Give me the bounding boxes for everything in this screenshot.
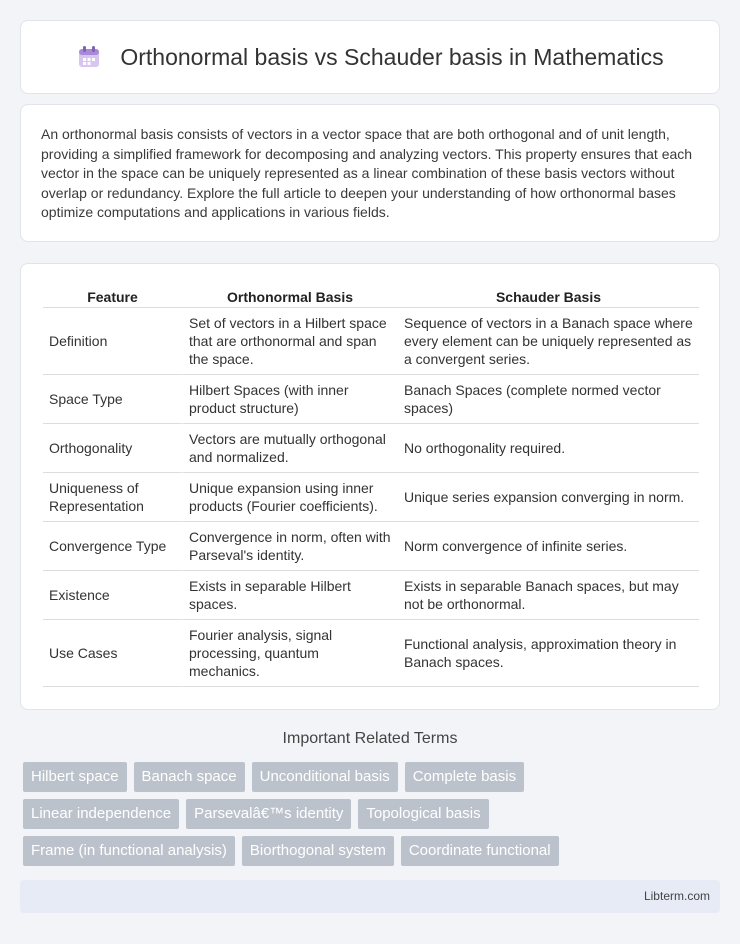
table-cell: Hilbert Spaces (with inner product structure) — [182, 375, 398, 424]
tag-topological-basis[interactable]: Topological basis — [358, 799, 488, 829]
related-terms-list — [23, 762, 723, 873]
header-orthonormal: Orthonormal Basis — [182, 284, 398, 308]
tag-parsevals-identity[interactable]: Parsevalâ€™s identity — [186, 799, 351, 829]
tag-hilbert-space[interactable]: Hilbert space — [23, 762, 127, 792]
table-cell: Convergence Type — [43, 522, 182, 571]
tag-complete-basis[interactable]: Complete basis — [405, 762, 524, 792]
table-row — [43, 375, 699, 424]
intro-text: An orthonormal basis consists of vectors in a vector space that are both orthogonal and of unit length, providing a simplified framework for decomposing and analyzing vectors. This property ensures that each vector in the space can be uniquely represented as a linear combination of these basis vectors without overlap or redundancy. Explore the full article to deepen your understanding of how orthonormal bases optimize computations and applications in various fields. — [41, 126, 693, 220]
header-feature: Feature — [43, 284, 182, 308]
page-title: Orthonormal basis vs Schauder basis in Mathematics — [120, 43, 664, 70]
tag-coordinate-functional[interactable]: Coordinate functional — [401, 836, 559, 866]
table-cell: Existence — [43, 571, 182, 620]
footer-site-link[interactable]: Libterm.com — [643, 889, 710, 903]
table-cell: Norm convergence of infinite series. — [398, 522, 699, 571]
tag-row — [23, 836, 723, 866]
tag-frame[interactable]: Frame (in functional analysis) — [23, 836, 235, 866]
tag-unconditional-basis[interactable]: Unconditional basis — [252, 762, 398, 792]
table-cell: Set of vectors in a Hilbert space that are orthonormal and span the space. — [182, 308, 398, 375]
table-cell: No orthogonality required. — [398, 424, 699, 473]
table-cell: Convergence in norm, often with Parseval's identity. — [182, 522, 398, 571]
related-terms-title: Important Related Terms — [282, 730, 458, 747]
table-cell: Use Cases — [43, 620, 182, 687]
table-row — [43, 620, 699, 687]
table-cell: Sequence of vectors in a Banach space where every element can be uniquely represented as a convergent series. — [398, 308, 699, 375]
table-cell: Exists in separable Hilbert spaces. — [182, 571, 398, 620]
comparison-card — [20, 263, 720, 710]
tag-biorthogonal-system[interactable]: Biorthogonal system — [242, 836, 394, 866]
table-cell: Unique series expansion converging in norm. — [398, 473, 699, 522]
table-cell: Fourier analysis, signal processing, quantum mechanics. — [182, 620, 398, 687]
table-header-row — [43, 284, 699, 308]
tag-row — [23, 762, 723, 792]
table-row — [43, 522, 699, 571]
tag-banach-space[interactable]: Banach space — [134, 762, 245, 792]
header-schauder: Schauder Basis — [398, 284, 699, 308]
table-row — [43, 473, 699, 522]
comparison-table — [43, 284, 699, 687]
page-header — [20, 20, 720, 94]
intro-card — [20, 104, 720, 242]
table-cell: Space Type — [43, 375, 182, 424]
footer — [20, 880, 720, 913]
table-cell: Functional analysis, approximation theory in Banach spaces. — [398, 620, 699, 687]
table-row — [43, 571, 699, 620]
table-cell: Orthogonality — [43, 424, 182, 473]
table-row — [43, 308, 699, 375]
table-cell: Uniqueness of Representation — [43, 473, 182, 522]
table-cell: Unique expansion using inner products (Fourier coefficients). — [182, 473, 398, 522]
tag-linear-independence[interactable]: Linear independence — [23, 799, 179, 829]
table-cell: Banach Spaces (complete normed vector spaces) — [398, 375, 699, 424]
table-row — [43, 424, 699, 473]
table-cell: Vectors are mutually orthogonal and normalized. — [182, 424, 398, 473]
calendar-icon — [76, 44, 102, 70]
table-cell: Definition — [43, 308, 182, 375]
tag-row — [23, 799, 723, 829]
table-cell: Exists in separable Banach spaces, but may not be orthonormal. — [398, 571, 699, 620]
